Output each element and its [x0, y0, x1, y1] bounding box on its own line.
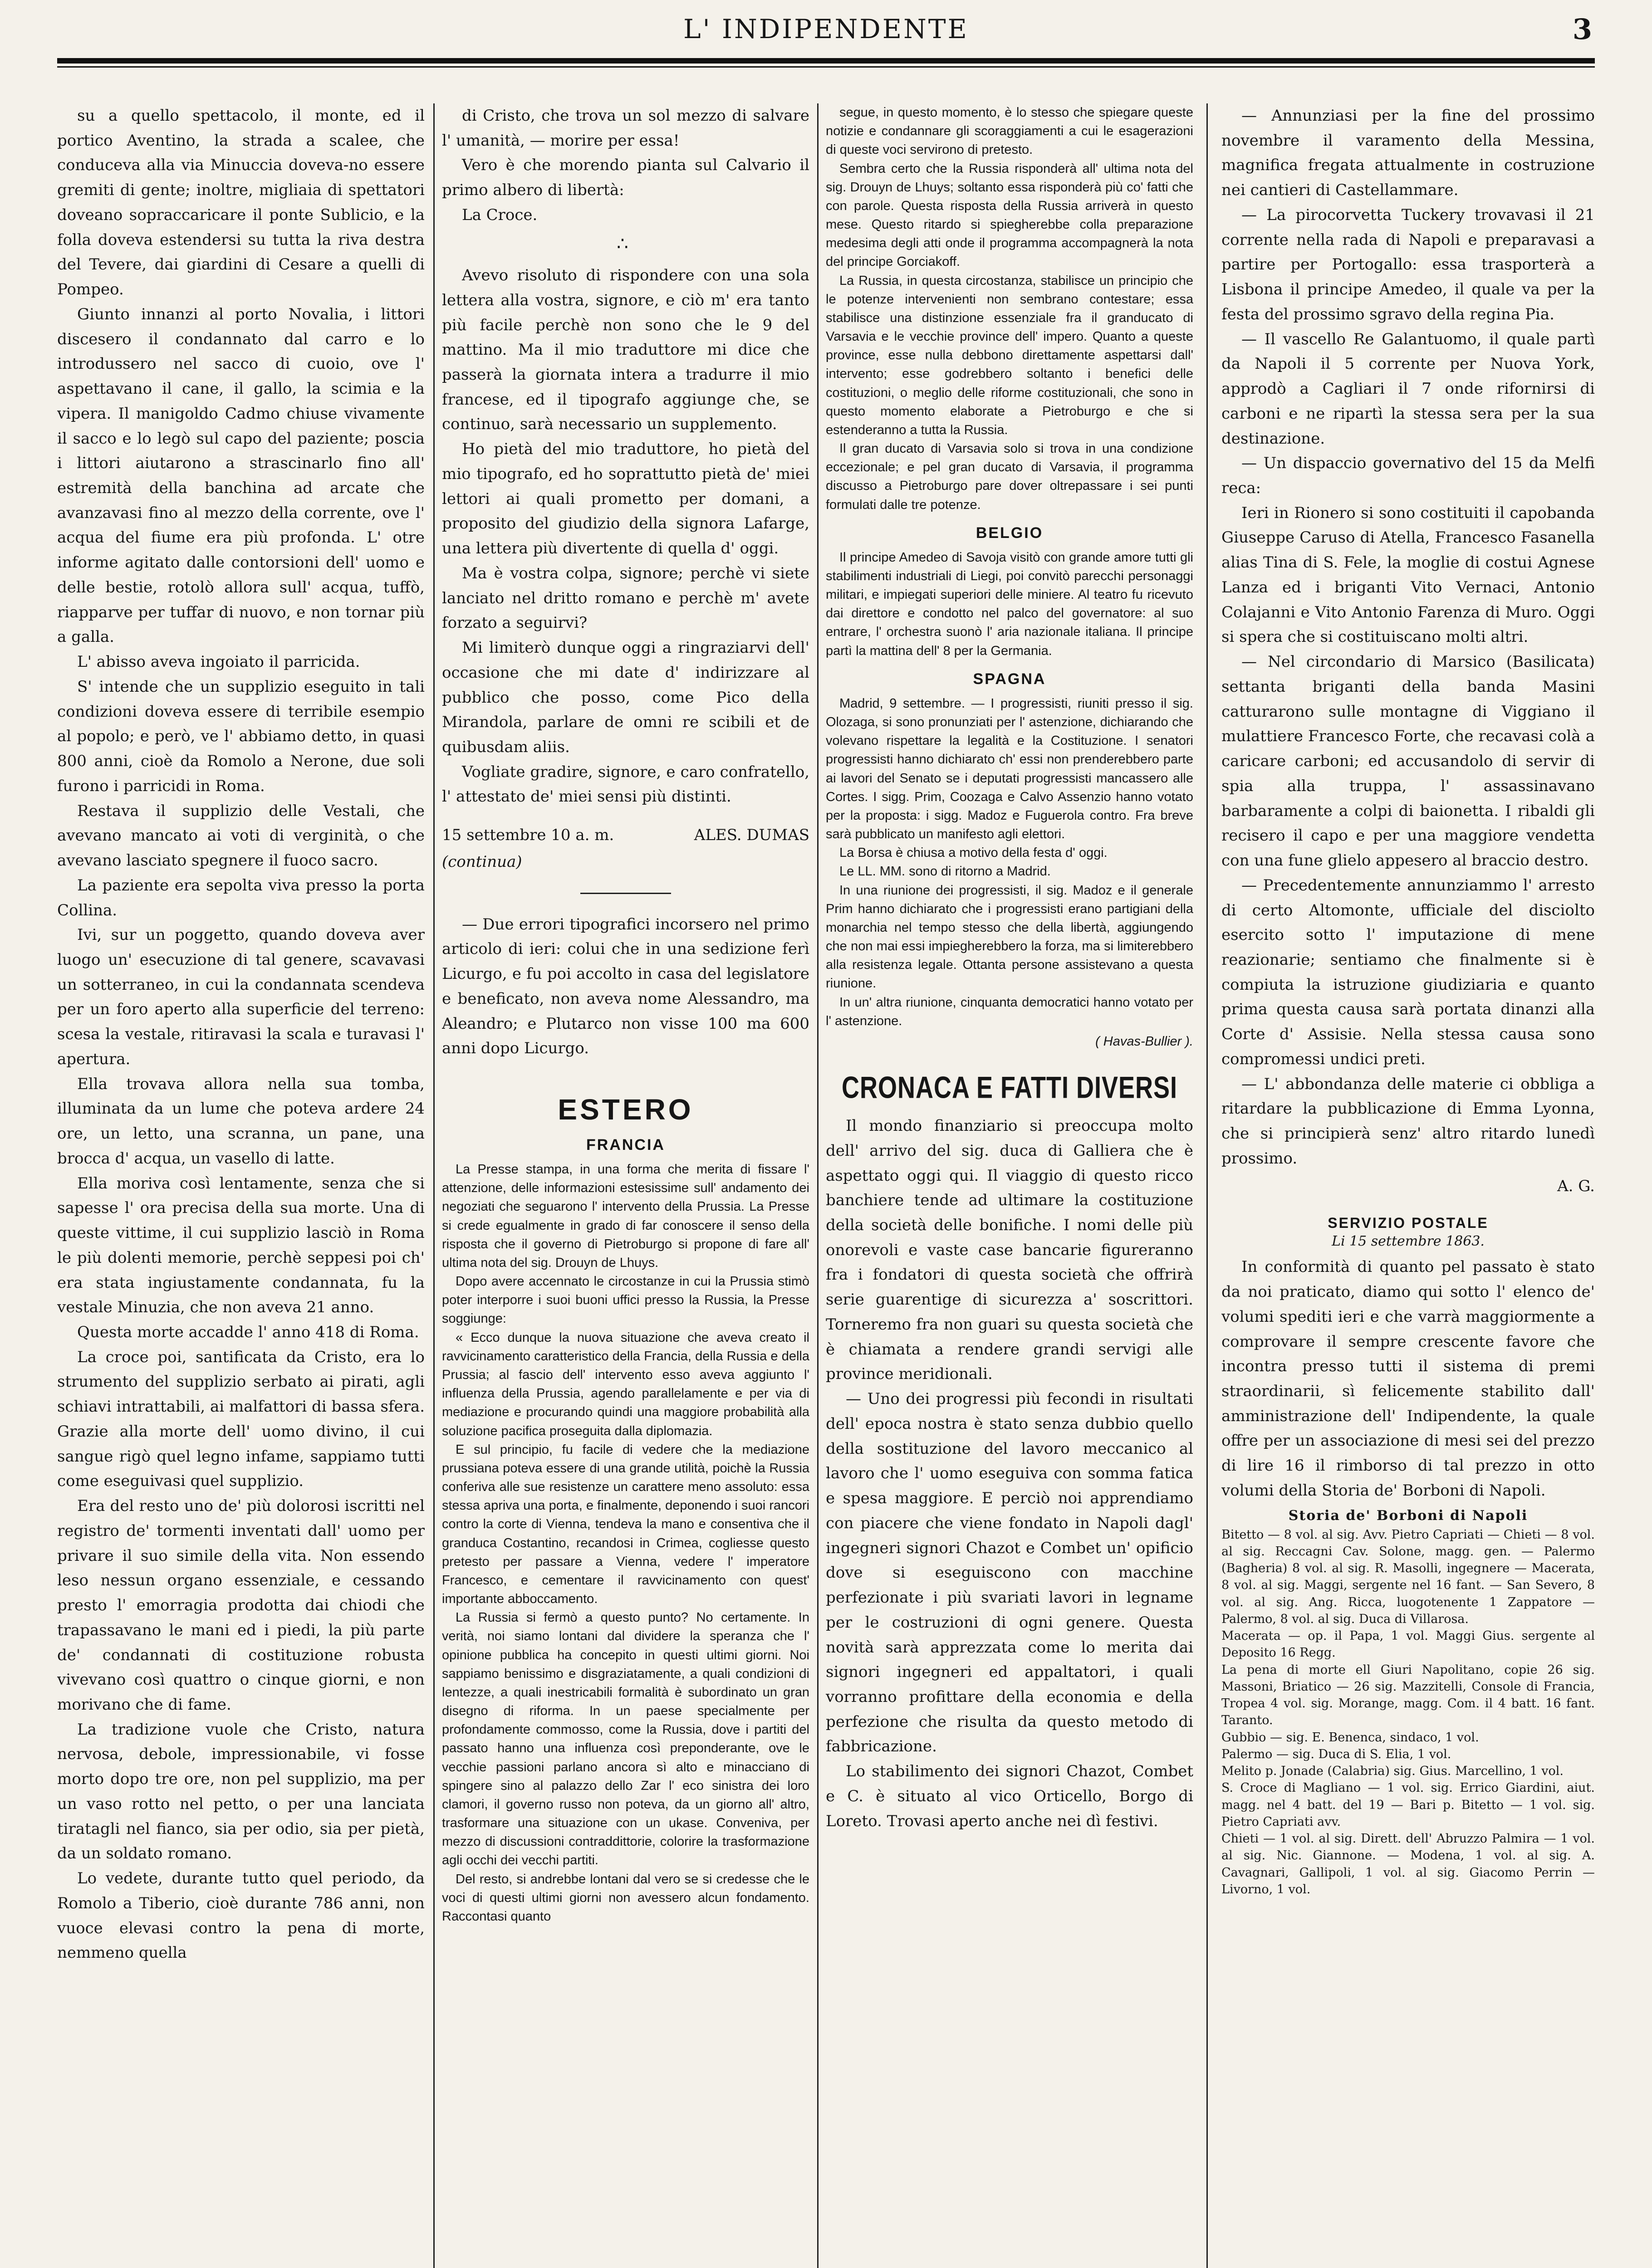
list-item: Melito p. Jonade (Calabria) sig. Gius. Marcellino, 1 vol.	[1221, 1764, 1564, 1779]
paragraph: Ella moriva così lentamente, senza che si sapesse l' ora precisa della sua morte. Una di queste vittime, il cui supplizio lasciò in Roma le più dolenti memorie, perchè seppesi poi ch' era stata ingiustamente condannata, fu la vestale Minuzia, che non aveva 21 anno.	[57, 1174, 425, 1317]
letter-date: 15 settembre 10 a. m.	[442, 826, 614, 845]
paragraph: La paziente era sepolta viva presso la porta Collina.	[57, 876, 425, 919]
list-item: Chieti — 1 vol. al sig. Dirett. dell' Abruzzo Palmira — 1 vol. al sig. Nic. Giannone. — Modena, 1 vol. al sig. A. Cavagnari, Gallipoli, 1 vol. al sig. Giacomo Perrin — Livorno, 1 vol.	[1221, 1832, 1595, 1897]
header-rule-thick	[57, 58, 1595, 64]
paragraph: — La pirocorvetta Tuckery trovavasi il 21 corrente nella rada di Napoli e preparavasi a partire per Portogallo: essa trasporterà a Lisbona il principe Amedeo, il quale va per la festa del prossimo sgravo della regina Pia.	[1221, 205, 1595, 323]
paragraph: Restava il supplizio delle Vestali, che avevano mancato ai voti di verginità, o che avevano lasciato spegnere il fuoco sacro.	[57, 802, 425, 870]
list-item: Bitetto — 8 vol. al sig. Avv. Pietro Capriati — Chieti — 8 vol. al sig. Reccagni Cav. Solone, magg. gen. — Palermo (Bagheria) 8 vol. al sig. R. Masolli, ingegnere — Macerata, 8 vol. al sig. Maggi, sergente nel 16 fant. — San Severo, 8 vol. al sig. Ang. Ricca, luogotenente 1 Zappatore — Palermo, 8 vol. al sig. Duca di Villarosa.	[1221, 1527, 1595, 1626]
paragraph: Vogliate gradire, signore, e caro confratello, l' attestato de' miei sensi più distinti.	[442, 763, 809, 806]
belgio-section	[826, 548, 1193, 660]
paragraph: — L' abbondanza delle materie ci obbliga a ritardare la pubblicazione di Emma Lyonna, che si principierà senz' altro ritardo lunedì prossimo.	[1221, 1075, 1595, 1168]
servizio-postale-section	[1221, 1255, 1595, 1503]
paragraph: Sembra certo che la Russia risponderà all' ultima nota del sig. Drouyn de Lhuys; soltanto essa risponderà più co' fatti che con parole. Questa risposta della Russia arriverà in questo mese. Questo ritardo si spiegherebbe colla preparazione medesima degli atti onde il programma accompagnerà la nota del principe Gorciakoff.	[826, 161, 1193, 269]
paragraph: Era del resto uno de' più dolorosi iscritti nel registro de' tormenti inventati dall' uomo per privare il suo simile della vita. Non essendo leso nessun organo essenziale, e cessando presto l' emorragia prodotta dai chiodi che trapassavano le mani ed i piedi, la più parte de' condannati di costituzione robusta vivevano così quattro o cinque giorni, e non morivano che di fame.	[57, 1497, 425, 1714]
notizie-section	[1221, 103, 1595, 1198]
section-signature: A. G.	[1557, 1177, 1595, 1195]
francia-continued	[826, 103, 1193, 514]
paragraph: Giunto innanzi al porto Novalia, i littori discesero il condannato dal carro e lo introdussero nel sacco di cuoio, ove l' aspettavano il cane, il gallo, la scimia e la vipera. Il manigoldo Cadmo chiuse vivamente il sacco e lo legò sul capo del paziente; poscia i littori aiutarono a strascinarlo fino all' estremità della banchina ad arcate che avanzavasi fino al mezzo della corrente, ove l' acqua del fiume era più profonda. L' otre informe agitato dalle contorsioni dell' uomo e delle bestie, rotolò allora sull' acqua, tuffò, riapparve per tuffar di nuovo, e non tornar più a galla.	[57, 305, 425, 646]
paragraph: La tradizione vuole che Cristo, natura nervosa, debole, impressionabile, vi fosse morto dopo tre ore, non pel supplizio, ma per un vaso rotto nel petto, o per una lanciata tiratagli nel fianco, sia per odio, sia per pietà, da un soldato romano.	[57, 1720, 425, 1863]
paragraph: La Presse stampa, in una forma che merita di fissare l' attenzione, delle informazioni estesissime sull' andamento dei negoziati che seguarono l' intervento della Prussia. La Presse si crede egualmente in grado di far conoscere il senso della risposta che il governo di Pietroburgo si propone di fare all' ultima nota del sig. Drouyn de Lhuys.	[442, 1162, 809, 1270]
newspaper-title: L' INDIPENDENTE	[683, 14, 969, 44]
paragraph: su a quello spettacolo, il monte, ed il portico Aventino, la strada a scalee, che conduceva alla via Minuccia doveva-no essere gremiti di gente; inoltre, migliaia di spettatori doveano sopraccaricare il ponte Sublicio, e la folla doveva estendersi su tutta la riva destra del Tevere, dai giardini di Cesare a quelli di Pompeo.	[57, 107, 425, 299]
paragraph: La Russia, in questa circostanza, stabilisce un principio che le potenze intervenienti non sembrano contestare; essa stabilisce una distinzione essenziale fra il granducato di Varsavia e le vecchie province dell' impero. Quanto a queste province, esse nulla debbono direttamente aspettarsi dall' intervento; esse godrebbero soltanto i benefici delle costituzioni, o meglio delle riforme costituzionali, che sono in questo momento elaborate a Pietroburgo e che si estenderanno a tutta la Russia.	[826, 273, 1193, 437]
storia-borboni-heading: Storia de' Borboni di Napoli	[1288, 1507, 1528, 1524]
paragraph: In un' altra riunione, cinquanta democratici hanno votato per l' astenzione.	[826, 995, 1193, 1028]
paragraph: Questa morte accadde l' anno 418 di Roma.	[77, 1323, 419, 1341]
belgio-heading: BELGIO	[976, 524, 1044, 542]
section-stars: ∴	[617, 233, 635, 254]
paragraph: — Nel circondario di Marsico (Basilicata) settanta briganti della banda Masini catturarono sulle montagne di Viggiano il mulattiere Francesco Forte, che recavasi colà a caricare carboni; ed accusandolo di servir di spia alla truppa, l' assassinavano barbaramente a colpi di baionetta. I ribaldi gli recisero il capo e per una maggiore vendetta con una fune glielo appesero al braccio destro.	[1221, 653, 1595, 870]
letter-signature-row	[442, 823, 809, 848]
spagna-heading: SPAGNA	[973, 670, 1046, 688]
paragraph: Ella trovava allora nella sua tomba, illuminata da un lume che poteva ardere 24 ore, un letto, una scranna, un pane, una brocca d' acqua, un vasello di latte.	[57, 1075, 425, 1168]
estero-heading: ESTERO	[558, 1093, 694, 1126]
paragraph: In conformità di quanto pel passato è stato da noi praticato, diamo qui sotto l' elenco de' volumi spediti ieri e che varrà maggiormente a comprovare il sempre crescente favore che incontra presso tutti il sistema di premi straordinarii, sì felicemente stabilito dall' amministrazione dell' Indipendente, la quale offre per un associazione di mesi sei del prezzo di lire 16 il rimborso di tal prezzo in otto volumi della Storia de' Borboni di Napoli.	[1221, 1258, 1595, 1500]
la-croce-signature: La Croce.	[462, 205, 538, 224]
column-4	[1221, 103, 1595, 2268]
paragraph: Ho pietà del mio traduttore, ho pietà del mio tipografo, ed ho soprattutto pietà de' miei lettori ai quali prometto per domani, a proposito del giudizio della signora Lafarge, una lettera più divertente di quella d' oggi.	[442, 440, 809, 558]
paragraph: Dopo avere accennato le circostanze in cui la Prussia stimò poter interporre i suoi buoni uffici presso la Russia, la Presse soggiunge:	[442, 1274, 809, 1326]
paragraph: Il mondo finanziario si preoccupa molto dell' arrivo del sig. duca di Galliera che è aspettato oggi qui. Il viaggio di questo ricco banchiere tende ad ultimare la costituzione della società delle bonifiche. I nomi delle più onorevoli e vaste case bancarie figureranno fra i fondatori di questa società che offrirà serie guarentige di sicurezza a' soscrittori. Torneremo fra non guari su questa società che è chiamata a rendere grandi servigi alle province meridionali.	[826, 1117, 1193, 1383]
paragraph: segue, in questo momento, è lo stesso che spiegare queste notizie e condannare gli scoraggiamenti a cui le esagerazioni di queste voci servirono di pretesto.	[826, 105, 1193, 157]
paragraph: — Un dispaccio governativo del 15 da Melfi reca:	[1221, 454, 1595, 498]
paragraph: In una riunione dei progressisti, il sig. Madoz e il generale Prim hanno dichiarato che i progressisti erano partigiani della monarchia nel tempo stesso che della libertà, aggiungendo che non mai essi impiegherebbero la forza, ma si limiterebbero alla resistenza legale. Ottanta persone assistevano a questa riunione.	[826, 883, 1193, 991]
list-item: Palermo — sig. Duca di S. Elia, 1 vol.	[1221, 1747, 1451, 1761]
paragraph: E sul principio, fu facile di vedere che la mediazione prussiana poteva essere di una grande utilità, poichè la Russia conferiva alle sue resistenze un carattere meno assoluto: essa stessa apriva una porta, e finalmente, deponendo i suoi rancori contro la corte di Vienna, tendeva la mano e consentiva che il granduca Costantino, recandosi in Crimea, cogliesse questo pretesto per passare a Vienna, vedere l' imperatore Francesco, e cementare il ravvicinamento con quest' importante abboccamento.	[442, 1442, 809, 1607]
paragraph: La Borsa è chiusa a motivo della festa d' oggi.	[839, 846, 1108, 860]
paragraph: Le LL. MM. sono di ritorno a Madrid.	[839, 864, 1051, 879]
letter-author: ALES. DUMAS	[694, 826, 809, 845]
francia-section	[442, 1160, 809, 1926]
cronaca-heading: CRONACA E FATTI DIVERSI	[841, 1070, 1178, 1105]
masthead	[57, 14, 1595, 57]
paragraph: Lo stabilimento dei signori Chazot, Combet e C. è situato al vico Orticello, Borgo di Loreto. Trovasi aperto anche nei dì festivi.	[826, 1762, 1193, 1830]
page-number: 3	[1572, 13, 1592, 46]
separator-rule	[580, 893, 671, 894]
column-1	[57, 103, 425, 2268]
paragraph: Del resto, si andrebbe lontani dal vero se si credesse che le voci di questi ultimi giorni non avessero alcun fondamento. Raccontasi quanto	[442, 1872, 809, 1924]
paragraph: — Annunziasi per la fine del prossimo novembre il varamento della Messina, magnifica fregata attualmente in costruzione nei cantieri di Castellammare.	[1221, 107, 1595, 200]
paragraph: S' intende che un supplizio eseguito in tali condizioni doveva essere di terribile esempio al popolo; e però, ve l' abbiamo detto, in quasi 800 anni, cioè da Romolo a Nerone, due soli furono i parricidi in Roma.	[57, 677, 425, 795]
paragraph: — Uno dei progressi più fecondi in risultati dell' epoca nostra è stato senza dubbio quello della sostituzione del lavoro meccanico al lavoro che l' uomo eseguiva con somma fatica e spesa maggiore. E perciò noi apprendiamo con piacere che viene fondato in Napoli dagl' ingegneri signori Chazot e Combet un' opificio dove si eseguiscono con macchine perfezionate i più svariati lavori in legname per le costruzioni di ogni genere. Questa novità sarà apprezzata come lo merita dai signori ingegneri ed appaltatori, i quali vorranno profittare della economia e della perfezione che risulta da questo metodo di fabbricazione.	[826, 1390, 1193, 1756]
paragraph: Vero è che morendo pianta sul Calvario il primo albero di libertà:	[442, 156, 809, 200]
paragraph: Avevo risoluto di rispondere con una sola lettera alla vostra, signore, e ciò m' era tanto più facile perchè non sono che le 9 del mattino. Ma il mio traduttore mi dice che passerà la giornata intera a tradurre il mio francese, ed il tipografo aggiunge che, se continuo, sarà necessario un supplemento.	[442, 266, 809, 434]
paragraph: Mi limiterò dunque oggi a ringraziarvi dell' occasione che mi date d' indirizzare al pubblico che posso, come Pico della Mirandola, parlare de omni re scibili et de quibusdam aliis.	[442, 639, 809, 757]
paragraph: L' abisso aveva ingoiato il parricida.	[77, 653, 360, 671]
cronaca-section	[826, 1114, 1193, 1833]
paragraph: Il principe Amedeo di Savoja visitò con grande amore tutti gli stabilimenti industriali di Liegi, poi convitò parecchi personaggi militari, e impiegati superiori delle miniere. Al teatro fu ricevuto dai direttore e condotto nel palco del governatore: al suo entrare, l' orchestra suonò l' aria nazionale italiana. Il principe partì la mattina dell' 8 per la Germania.	[826, 550, 1193, 658]
list-item: La pena di morte ell Giuri Napolitano, copie 26 sig. Massoni, Briatico — 26 sig. Mazzitelli, Console di Francia, Tropea 4 vol. sig. Morange, magg. Com. il 4 batt. 16 fant. Taranto.	[1221, 1662, 1595, 1728]
servizio-postale-date: Li 15 settembre 1863.	[1332, 1233, 1485, 1250]
francia-heading: FRANCIA	[586, 1136, 665, 1154]
list-item: S. Croce di Magliano — 1 vol. sig. Errico Giardini, aiut. magg. nel 4 batt. del 19 — Bari p. Bitetto — 1 vol. sig. Pietro Capriati avv.	[1221, 1781, 1595, 1829]
spagna-section	[826, 694, 1193, 1051]
storia-borboni-list	[1221, 1526, 1595, 1898]
paragraph: Ma è vostra colpa, signore; perchè vi siete lanciato nel dritto romano e perchè m' avete forzato a seguirvi?	[442, 564, 809, 632]
continua-note: (continua)	[442, 852, 522, 871]
paragraph: — Precedentemente annunziammo l' arresto di certo Altomonte, ufficiale del disciolto esercito sotto l' imputazione di mene reazionarie; sentiamo che finalmente si è compiuta la istruzione giudiziaria e quanto prima questa causa sarà portata dinanzi alla Corte d' Assisie. Nella stessa causa sono compromessi undici preti.	[1221, 876, 1595, 1068]
paragraph: La croce poi, santificata da Cristo, era lo strumento del supplizio serbato ai pirati, agli schiavi intrattabili, ai malfattori di bassa sfera. Grazie alla morte dell' uomo divino, il cui sangue rigò quel legno infame, sappiamo tutti come eseguivasi quel supplizio.	[57, 1348, 425, 1491]
column-2	[442, 103, 809, 2268]
list-item: Gubbio — sig. E. Benenca, sindaco, 1 vol.	[1221, 1730, 1479, 1745]
paragraph: di Cristo, che trova un sol mezzo di salvare l' umanità, — morire per essa!	[442, 107, 809, 150]
paragraph: — Il vascello Re Galantuomo, il quale partì da Napoli il 5 corrente per Nuova York, approdò a Cagliari il 7 onde rifornirsi di carboni e ne ripartì la stessa sera per la sua destinazione.	[1221, 330, 1595, 448]
errata-paragraph: — Due errori tipografici incorsero nel primo articolo di ieri: colui che in una sedizione ferì Licurgo, e fu poi accolto in casa del legislatore e beneficato, non aveva nome Alessandro, ma Aleandro; e Plutarco non visse 100 ma 600 anni dopo Licurgo.	[442, 915, 809, 1058]
column-3	[826, 103, 1193, 2268]
columns	[57, 103, 1595, 2268]
servizio-postale-heading: SERVIZIO POSTALE	[1328, 1215, 1489, 1232]
paragraph: La Russia si fermò a questo punto? No certamente. In verità, noi siamo lontani dal dividere la speranza che l' opinione pubblica ha concepito in questi ultimi giorni. Noi sappiamo benissimo e disgraziatamente, a quali condizioni di lentezze, a quali inestricabili formalità è subordinato un gran disegno di riforma. In un paese specialmente per profondamente commosso, come la Russia, dove i partiti del passato hanno una influenza così preponderante, ove le vecchie passioni parlano ancora sì alto e minacciano di spingere sino al palazzo dello Zar l' eco sinistra dei loro clamori, il governo russo non poteva, da un giorno all' altro, trasformare una situazione con un ukase. Conveniva, per mezzo di discussioni contraddittorie, colorire la trasformazione agli occhi dei vecchi partiti.	[442, 1610, 809, 1868]
paragraph: « Ecco dunque la nuova situazione che aveva creato il ravvicinamento caratteristico della Francia, della Russia e della Prussia; al fascio dell' intervento esso aveva aggiunto l' influenza della Prussia, agendo parallelamente e per via di mediazione e procurando quindi una maggiore probabilità alla soluzione pacifica proseguita dalla diplomazia.	[442, 1330, 809, 1438]
paragraph: Ieri in Rionero si sono costituiti il capobanda Giuseppe Caruso di Atella, Francesco Fasanella alias Tina di S. Fele, la moglie di costui Agnese Lanza ed i briganti Vito Vernaci, Antonio Colajanni e Vito Antonio Farenza di Muro. Oggi si spera che si costituiscano molti altri.	[1221, 503, 1595, 646]
havas-credit: ( Havas-Bullier ).	[1095, 1034, 1193, 1049]
paragraph: Lo vedete, durante tutto quel periodo, da Romolo a Tiberio, cioè durante 786 anni, non vuoce elevasi contro la pena di morte, nemmeno quella	[57, 1869, 425, 1962]
dumas-letter	[442, 103, 809, 1061]
list-item: Macerata — op. il Papa, 1 vol. Maggi Gius. sergente al Deposito 16 Regg.	[1221, 1629, 1595, 1660]
paragraph: Ivi, sur un poggetto, quando doveva aver luogo un' esecuzione di tal genere, scavavasi un sotterraneo, in cui la condannata scendeva per un foro aperto alla superficie del terreno: scesa la vestale, ritiravasi la scala e turavasi l' apertura.	[57, 926, 425, 1068]
paragraph: Madrid, 9 settembre. — I progressisti, riuniti presso il sig. Olozaga, si sono pronunziati per l' astenzione, dichiarando che volevano rispettare la legalità e la Costituzione. I senatori progressisti hanno dichiarato ch' essi non prenderebbero parte ai lavori del Senato se i deputati progressisti mancassero alle Cortes. I sigg. Prim, Coozaga e Calvo Assenzio hanno votato per la proposta: i sigg. Madoz e Fuguerola contro. Fra breve sarà pubblicato un manifesto agli elettori.	[826, 696, 1193, 842]
header-rule-thin	[57, 66, 1595, 68]
paragraph: Il gran ducato di Varsavia solo si trova in una condizione eccezionale; e pel gran ducato di Varsavia, il programma discusso a Pietroburgo pare dover oltrepassare i sei punti formulati dalle tre potenze.	[826, 441, 1193, 512]
